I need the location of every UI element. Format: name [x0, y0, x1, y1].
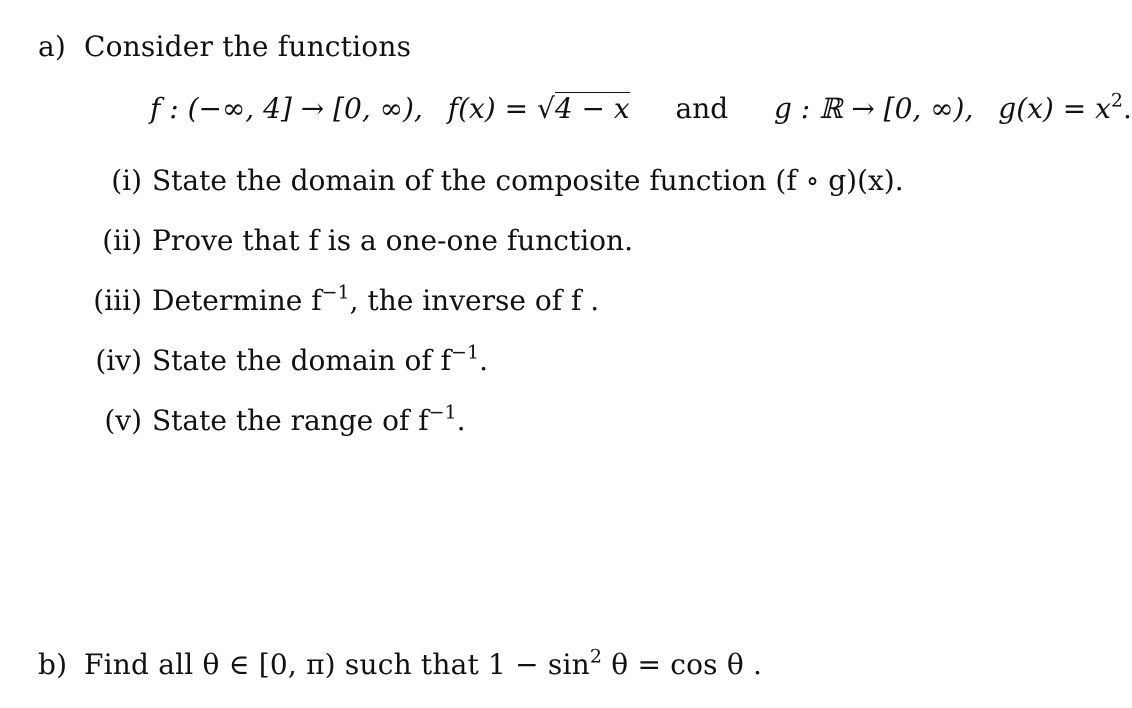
sqrt-symbol: √	[536, 92, 555, 125]
square-root	[537, 92, 630, 125]
subitem-text-after: , the inverse of f .	[349, 284, 600, 317]
g-definition: g : ℝ → [0, ∞),	[773, 92, 974, 125]
subitem-text	[152, 281, 600, 317]
and-word: and	[675, 92, 729, 125]
inverse-superscript: −1	[428, 401, 457, 424]
subitem-v	[0, 401, 1092, 444]
subitem-ii	[0, 224, 1092, 264]
subitem-iii	[0, 281, 1092, 324]
sqrt-radicand: 4 − x	[554, 92, 630, 125]
subitem-text-before: Determine f	[152, 284, 322, 317]
subitem-number: (iv)	[95, 344, 142, 377]
g-rule-end: .	[1123, 92, 1132, 125]
part-a-intro: Consider the functions	[84, 30, 412, 63]
sin-squared-exponent: 2	[589, 645, 603, 668]
subitem-text	[152, 401, 466, 437]
function-definitions-formula	[150, 89, 1132, 125]
subitem-text: State the domain of the composite function (f ∘ g)(x).	[152, 164, 904, 197]
subitem-text	[152, 341, 488, 377]
subitem-number: (v)	[104, 404, 142, 437]
subitem-text-before: State the domain of f	[152, 344, 452, 377]
subitem-iv	[0, 341, 1092, 384]
part-a-label: a)	[38, 30, 67, 63]
part-b-label: b)	[38, 648, 68, 681]
subitem-number: (i)	[111, 164, 142, 197]
subitem-i	[0, 164, 1092, 204]
subitem-text: Prove that f is a one-one function.	[152, 224, 633, 257]
f-definition: f : (−∞, 4] → [0, ∞),	[150, 92, 423, 125]
subitem-text-after: .	[479, 344, 488, 377]
subitem-text-after: .	[456, 404, 466, 437]
part-b-text-after: θ = cos θ .	[602, 648, 763, 681]
part-b-question	[84, 645, 763, 681]
g-rule: g(x) = x	[998, 92, 1111, 125]
part-b-text-before: Find all θ ∈ [0, π) such that 1 − sin	[84, 648, 590, 681]
f-rule-lhs: f(x) =	[447, 92, 529, 125]
subitem-number: (ii)	[102, 224, 142, 257]
inverse-superscript: −1	[321, 281, 350, 304]
g-rule-exponent: 2	[1110, 89, 1124, 112]
subitem-number: (iii)	[93, 284, 142, 317]
subitem-text-before: State the range of f	[152, 404, 429, 437]
inverse-superscript: −1	[451, 341, 480, 364]
